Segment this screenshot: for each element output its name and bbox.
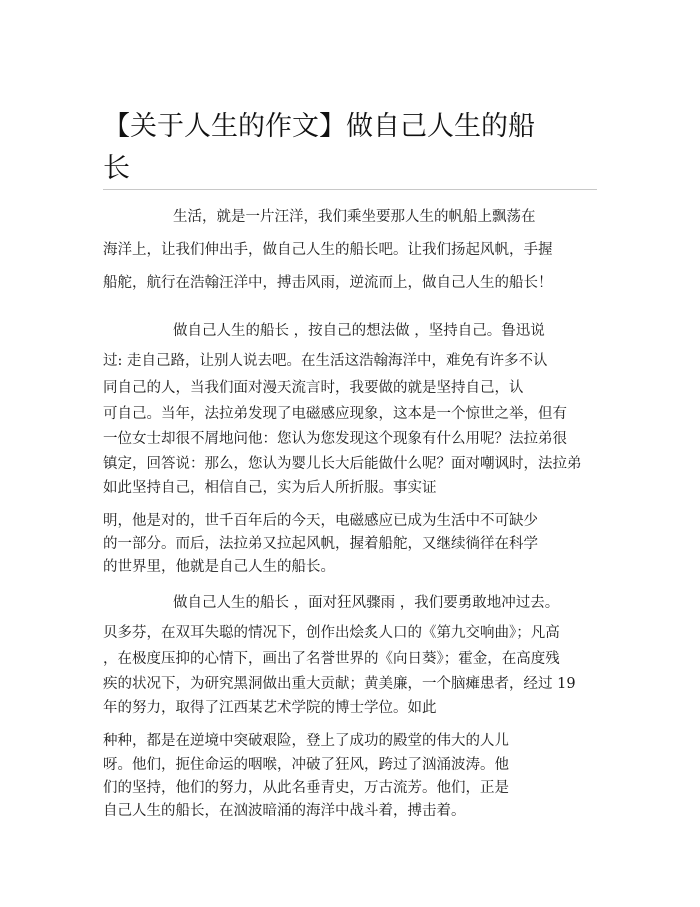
- document-title: [103, 106, 603, 190]
- title-line: 长: [103, 153, 130, 184]
- paragraph-1-line: 船舵，航行在浩翰汪洋中，搏击风雨，逆流而上，做自己人生的船长！: [103, 275, 553, 291]
- paragraph-3-line: 们的坚持，他们的努力，从此名垂青史，万古流芳。他们，正是: [103, 780, 509, 796]
- paragraph-3-line: 呀。他们，扼住命运的咽喉，冲破了狂风，跨过了汹涌波涛。他: [103, 757, 509, 773]
- paragraph-3-line: 自己人生的船长，在汹波暗涌的海洋中战斗着，搏击着。: [103, 803, 466, 819]
- paragraph-2-line: 一位女士却很不屑地问他：您认为您发现这个现象有什么用呢？法拉弟很: [103, 431, 567, 447]
- title-divider: [103, 189, 597, 190]
- paragraph-3-line: 做自己人生的船长 ，面对狂风骤雨 ，我们要勇敢地冲过去。: [173, 595, 560, 611]
- paragraph-2-line: 做自己人生的船长 ，按自己的想法做 ，坚持自己。鲁迅说: [173, 323, 545, 339]
- paragraph-3-line: 年的努力，取得了江西某艺术学院的博士学位。如此: [103, 700, 437, 716]
- paragraph-2-line: 可自己。当年，法拉弟发现了电磁感应现象，这本是一个惊世之举，但有: [103, 406, 567, 422]
- paragraph-2-line: 过: 走自己路，让别人说去吧。在生活这浩翰海洋中，难免有许多不认: [103, 353, 548, 369]
- paragraph-2-line: 同自己的人，当我们面对漫天流言时，我要做的就是坚持自己，认: [103, 380, 524, 396]
- paragraph-3-line: 疾的状况下，为研究黑洞做出重大贡献；黄美廉，一个脑瘫患者，经过 19: [103, 676, 576, 692]
- paragraph-3-line: 种种，都是在逆境中突破艰险，登上了成功的殿堂的伟大的人儿: [103, 733, 509, 749]
- paragraph-3-line: ，在极度压抑的心情下，画出了名誉世界的《向日葵》；霍金，在高度残: [103, 651, 560, 667]
- paragraph-3-line: 贝多芬，在双耳失聪的情况下，创作出烩炙人口的《第九交响曲》；凡高: [103, 625, 560, 641]
- paragraph-2-line: 的世界里，他就是自己人生的船长。: [103, 559, 335, 575]
- title-line: 【关于人生的作文】做自己人生的船: [103, 111, 535, 142]
- paragraph-1-line: 海洋上，让我们伸出手，做自己人生的船长吧。让我们扬起风帆，手握: [103, 242, 553, 258]
- paragraph-2-line: 如此坚持自己，相信自己，实为后人所折服。事实证: [103, 480, 437, 496]
- paragraph-1-line: 生活，就是一片汪洋，我们乘坐要那人生的帆船上飘荡在: [173, 209, 536, 225]
- paragraph-2-line: 镇定，回答说：那么，您认为婴儿长大后能做什么呢？面对嘲讽时，法拉弟: [103, 456, 582, 472]
- paragraph-2-line: 的一部分。而后，法拉弟又拉起风帆，握着船舵，又继续徜徉在科学: [103, 536, 538, 552]
- paragraph-2-line: 明，他是对的，世千百年后的今天，电磁感应已成为生活中不可缺少: [103, 513, 538, 529]
